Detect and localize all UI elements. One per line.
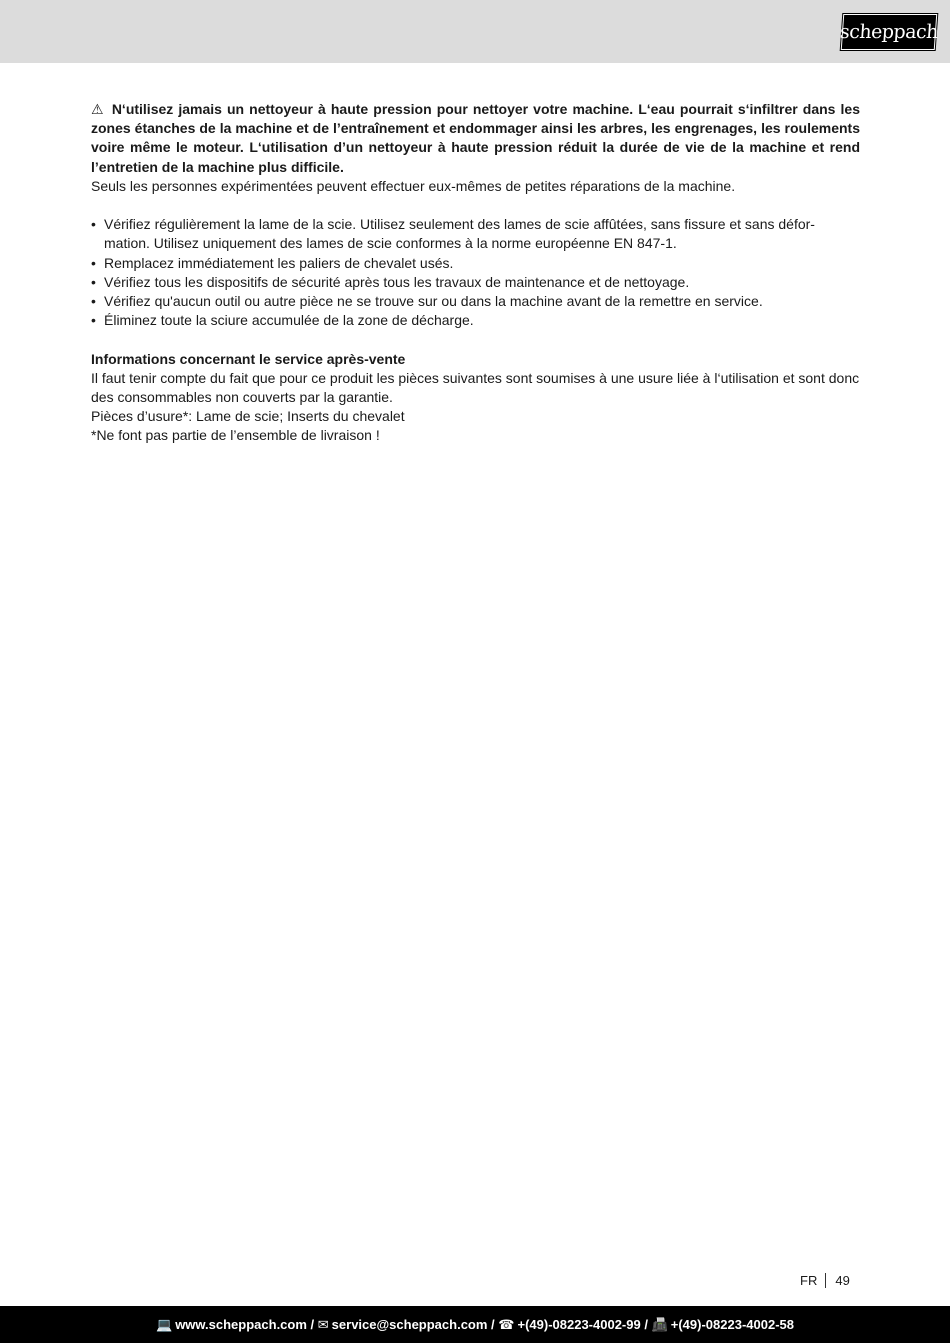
pressure-washer-warning (91, 100, 860, 177)
fax-number: +(49)-08223-4002-58 (670, 1317, 794, 1332)
fax-icon: 📠 (651, 1316, 668, 1332)
phone-number[interactable]: +(49)-08223-4002-99 (517, 1317, 641, 1332)
repair-note: Seuls les personnes expérimentées peuvent effectuer eux-mêmes de petites réparations de la machine. (91, 177, 736, 194)
maintenance-list (91, 215, 860, 330)
list-item: • Vérifiez qu'aucun outil ou autre pièce ne se trouve sur ou dans la machine avant de la remettre en service. (91, 292, 860, 311)
separator: / (306, 1317, 318, 1332)
list-item: • Remplacez immédiatement les paliers de chevalet usés. (91, 254, 860, 273)
scheppach-logo: scheppach (841, 14, 938, 50)
page-indicator (800, 1270, 850, 1290)
language-code: FR (800, 1273, 826, 1288)
list-item: • Éliminez toute la sciure accumulée de la zone de décharge. (91, 311, 860, 330)
service-text: Il faut tenir compte du fait que pour ce produit les pièces suivantes sont soumises à une usure liée à l‘utilisation et sont donc des consommables non couverts par la garantie. (91, 369, 860, 406)
separator: / (640, 1317, 652, 1332)
delivery-note: *Ne font pas partie de l’ensemble de livraison ! (91, 427, 380, 444)
separator: / (487, 1317, 499, 1332)
warning-triangle-icon: ⚠ (91, 101, 105, 117)
header-band (0, 0, 950, 63)
computer-icon: 💻 (156, 1316, 173, 1332)
contact-footer (0, 1306, 950, 1343)
warning-text: N‘utilisez jamais un nettoyeur à haute pression pour nettoyer votre machine. L‘eau pourrait s‘infiltrer dans les zones étanches de la machine et de l’entraînement et endommager ainsi les arbres, les engrenages, les roulements voire même le moteur. L‘utilisation d’un nettoyeur à haute pression réduit la durée de vie de la machine et rend l’entretien de la machine plus difficile. (91, 101, 860, 175)
wear-parts: Pièces d’usure*: Lame de scie; Inserts du chevalet (91, 408, 405, 425)
maintenance-content (91, 100, 860, 446)
list-item: • Vérifiez régulièrement la lame de la scie. Utilisez seulement des lames de scie affûtées, sans fissure et sans défor-mation. Utilisez uniquement des lames de scie conformes à la norme européenne EN 847-1. (91, 215, 860, 253)
list-item: • Vérifiez tous les dispositifs de sécurité après tous les travaux de maintenance et de nettoyage. (91, 273, 860, 292)
website-link[interactable]: www.scheppach.com (175, 1317, 307, 1332)
phone-icon: ☎ (498, 1316, 515, 1332)
mail-icon: ✉ (317, 1316, 329, 1332)
service-heading: Informations concernant le service après-vente (91, 350, 406, 367)
page-number: 49 (835, 1272, 850, 1288)
email-link[interactable]: service@scheppach.com (331, 1317, 488, 1332)
